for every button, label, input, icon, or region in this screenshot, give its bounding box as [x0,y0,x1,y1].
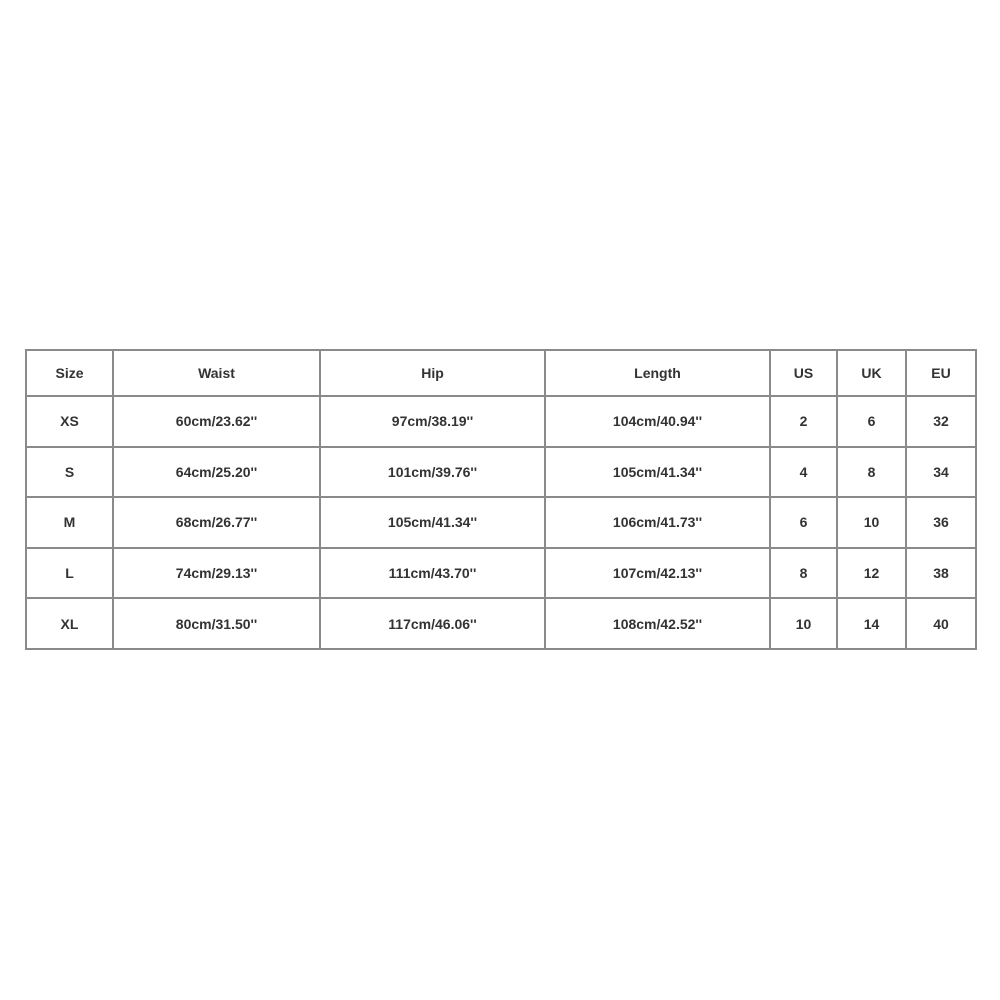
header-hip: Hip [320,350,545,396]
header-uk: UK [837,350,906,396]
table-header [26,350,976,396]
cell-waist: 68cm/26.77'' [113,497,320,548]
size-chart-table [25,349,977,650]
cell-hip: 97cm/38.19'' [320,396,545,447]
cell-length: 104cm/40.94'' [545,396,770,447]
cell-hip: 111cm/43.70'' [320,548,545,599]
cell-uk: 8 [837,447,906,498]
cell-length: 107cm/42.13'' [545,548,770,599]
cell-hip: 117cm/46.06'' [320,598,545,649]
cell-eu: 32 [906,396,976,447]
table-body [26,396,976,649]
cell-size: XS [26,396,113,447]
cell-size: M [26,497,113,548]
cell-waist: 74cm/29.13'' [113,548,320,599]
cell-us: 6 [770,497,837,548]
cell-us: 2 [770,396,837,447]
header-us: US [770,350,837,396]
cell-eu: 34 [906,447,976,498]
cell-eu: 38 [906,548,976,599]
header-row [26,350,976,396]
cell-length: 106cm/41.73'' [545,497,770,548]
table-row [26,447,976,498]
table-row [26,548,976,599]
header-waist: Waist [113,350,320,396]
cell-us: 10 [770,598,837,649]
cell-waist: 64cm/25.20'' [113,447,320,498]
table-row [26,598,976,649]
cell-us: 8 [770,548,837,599]
cell-eu: 40 [906,598,976,649]
cell-size: L [26,548,113,599]
cell-uk: 14 [837,598,906,649]
cell-hip: 101cm/39.76'' [320,447,545,498]
table-row [26,396,976,447]
table-row [26,497,976,548]
cell-waist: 60cm/23.62'' [113,396,320,447]
cell-hip: 105cm/41.34'' [320,497,545,548]
cell-length: 108cm/42.52'' [545,598,770,649]
cell-uk: 6 [837,396,906,447]
header-eu: EU [906,350,976,396]
cell-uk: 12 [837,548,906,599]
header-length: Length [545,350,770,396]
cell-uk: 10 [837,497,906,548]
cell-eu: 36 [906,497,976,548]
cell-length: 105cm/41.34'' [545,447,770,498]
cell-waist: 80cm/31.50'' [113,598,320,649]
cell-size: XL [26,598,113,649]
header-size: Size [26,350,113,396]
cell-us: 4 [770,447,837,498]
cell-size: S [26,447,113,498]
